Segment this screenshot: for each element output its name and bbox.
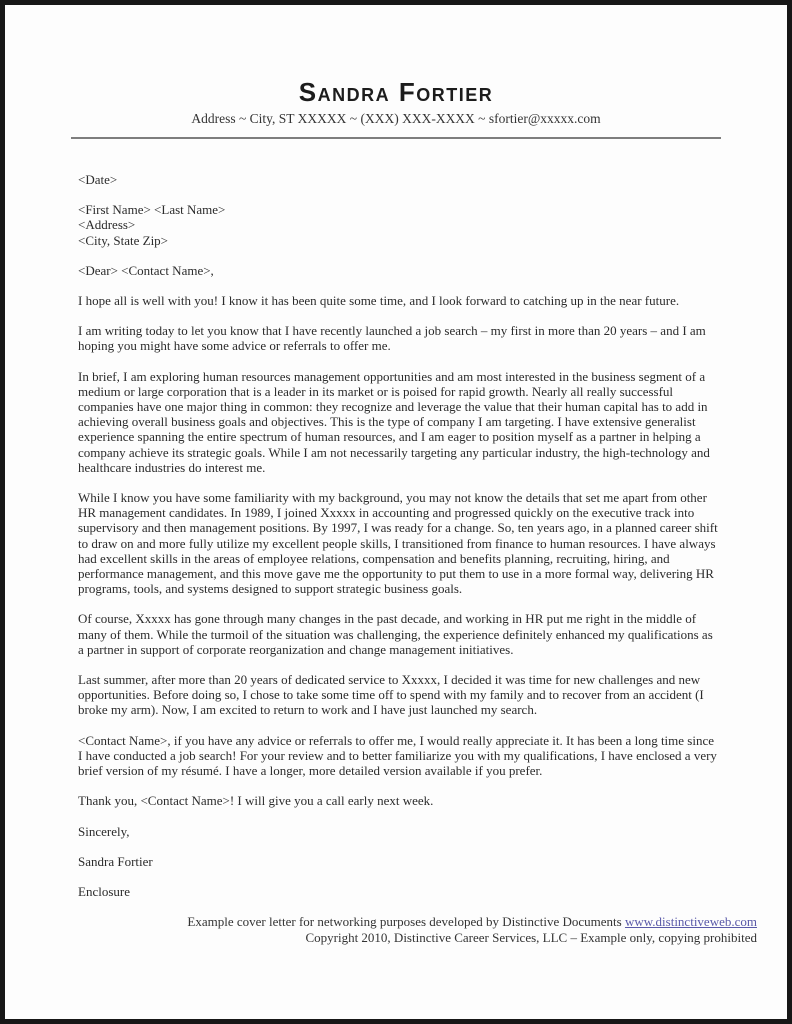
letter-paragraph-5: Of course, Xxxxx has gone through many changes in the past decade, and working in HR put me right in the middle of many of them. While the turmoil of the situation was challenging, the experience definitely enhanced my qualifications as a partner in support of corporate reorganization and change management initiatives.	[78, 611, 713, 657]
footer-credit-text: Example cover letter for networking purposes developed by Distinctive Documents	[187, 914, 625, 930]
footer	[5, 914, 757, 946]
letterhead-name: Sandra Fortier	[298, 77, 494, 107]
recipient-name: <First Name> <Last Name>	[78, 202, 226, 218]
recipient-address: <Address>	[78, 217, 136, 233]
letter-paragraph-thank-you: Thank you, <Contact Name>! I will give you a call early next week.	[78, 793, 434, 809]
letter-paragraph-2: I am writing today to let you know that I have recently launched a job search – my first in more than 20 years – and I am hoping you might have some advice or referrals to offer me.	[78, 323, 706, 354]
letter-paragraph-1: I hope all is well with you! I know it has been quite some time, and I look forward to catching up in the near future.	[78, 293, 680, 309]
date-placeholder: <Date>	[78, 172, 118, 187]
letterhead	[5, 5, 787, 139]
enclosure-note: Enclosure	[78, 883, 130, 899]
letterhead-divider	[71, 137, 721, 139]
letter-paragraph-4: While I know you have some familiarity with my background, you may not know the details that set me apart from other HR management candidates. In 1989, I joined Xxxxx in accounting and progressed quickly on the executive track into supervisory and then management positions. By 1997, I was ready for a change. So, ten years ago, in a planned career shift to draw on and more fully utilize my excellent people skills, I transitioned from finance to human resources. I have always had excellent skills in the areas of employee relations, compensation and benefits planning, recruiting, hiring, and performance management, and this move gave me the opportunity to put them to use in a more formal way, delivering HR programs, tools, and systems designed to support strategic business goals.	[78, 490, 718, 597]
footer-credit-line	[5, 914, 757, 930]
letter-paragraph-7: <Contact Name>, if you have any advice or referrals to offer me, I would really appreciate it. It has been a long time since I have conducted a job search! For your review and to better familiarize you with my qualifications, I have enclosed a very brief version of my résumé. I have a longer, more detailed version available if you prefer.	[78, 732, 717, 779]
letter-paragraph-6: Last summer, after more than 20 years of dedicated service to Xxxxx, I decided it was time for new challenges and new opportunities. Before doing so, I chose to take some time off to spend with my family and to recover from an accident (I broke my arm). Now, I am excited to return to work and I have just launched my search.	[78, 672, 704, 718]
signature-name: Sandra Fortier	[78, 853, 153, 869]
recipient-city-state-zip: <City, State Zip>	[78, 232, 169, 248]
closing: Sincerely,	[78, 823, 130, 839]
letter-paragraph-3: In brief, I am exploring human resources management opportunities and am most interested in the business segment of a medium or large corporation that is a leader in its market or is poised for rapid growth. Nearly all really successful companies have one major thing in common: they recognize and leverage the value that their human capital has to add in achieving overall business goals and objectives. This is the type of company I am targeting. I have extensive generalist experience spanning the entire spectrum of human resources, and I am eager to position myself as a partner in helping a company achieve its strategic goals. While I am not necessarily targeting any particular industry, the high-technology and healthcare industries do interest me.	[78, 368, 710, 475]
footer-copyright-line: Copyright 2010, Distinctive Career Services, LLC – Example only, copying prohibited	[305, 930, 757, 946]
recipient-block	[78, 202, 719, 248]
letterhead-contact-line: Address ~ City, ST XXXXX ~ (XXX) XXX-XXXX ~ sfortier@xxxxx.com	[191, 111, 601, 126]
letter-body	[78, 172, 719, 899]
footer-website-link[interactable]: www.distinctiveweb.com	[624, 914, 757, 930]
salutation: <Dear> <Contact Name>,	[78, 262, 214, 278]
